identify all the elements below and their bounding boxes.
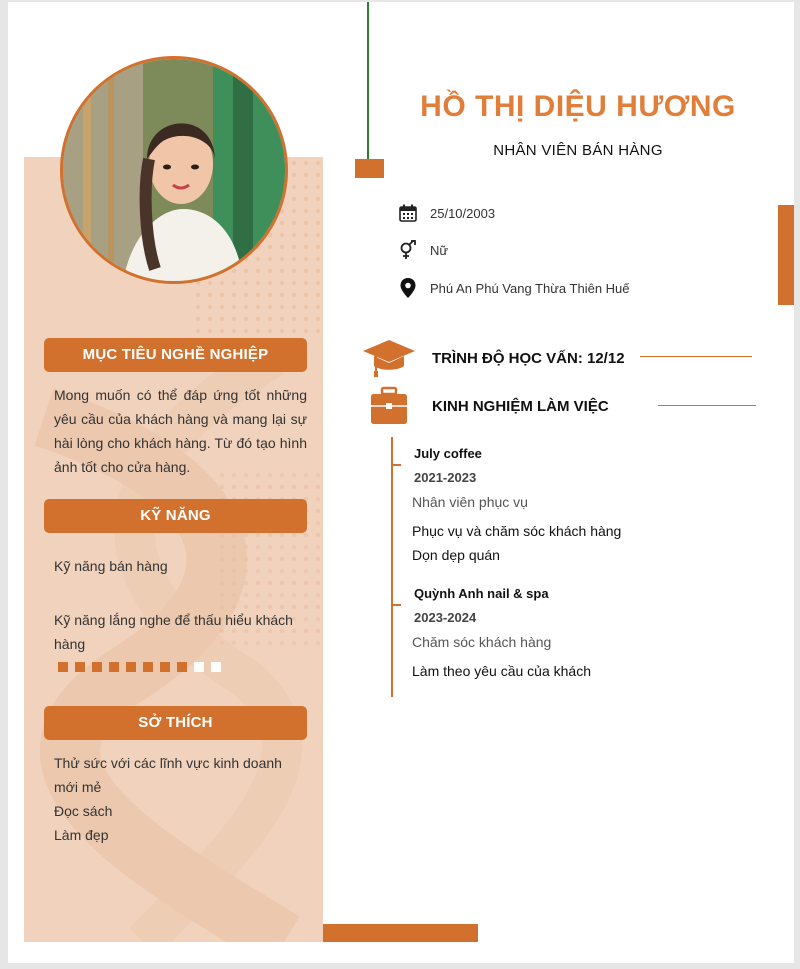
rating-dot-empty [211,662,221,672]
rating-dot-filled [92,662,102,672]
job-title: NHÂN VIÊN BÁN HÀNG [493,142,663,159]
job-years: 2023-2024 [414,610,477,625]
rating-dot-filled [143,662,153,672]
hobby-item: Đọc sách [54,803,113,819]
job-role: Chăm sóc khách hàng [412,634,552,650]
objective-header: MỤC TIÊU NGHỀ NGHIỆP [44,338,307,372]
candidate-name: HỒ THỊ DIỆU HƯƠNG [420,90,736,123]
right-accent-bar [778,205,794,305]
gender-icon [398,240,418,260]
experience-timeline [391,437,393,697]
job-company: July coffee [414,446,482,461]
rating-dot-filled [58,662,68,672]
rating-dot-filled [177,662,187,672]
job-task: Làm theo yêu cầu của khách [412,663,592,679]
graduation-cap-icon [362,338,416,378]
rating-dot-filled [75,662,85,672]
bottom-accent-bar [323,924,478,942]
experience-heading [362,386,609,426]
experience-underline [658,405,756,406]
skill-rating [58,662,221,672]
hobby-item: Làm đẹp [54,827,109,843]
rating-dot-filled [126,662,136,672]
birthdate-value: 25/10/2003 [430,205,496,221]
address-row [398,278,630,298]
skill-item: Kỹ năng bán hàng [54,558,168,574]
education-underline [640,356,752,357]
education-heading [362,338,625,378]
objective-text: Mong muốn có thể đáp ứng tốt những yêu cầu của khách hàng và mang lại sự hài lòng cho khách hàng. Từ đó tạo hình ảnh tốt cho cửa hàng. [54,387,307,475]
job-task: Phục vụ và chăm sóc khách hàng [412,523,622,539]
profile-photo [63,59,285,281]
timeline-tick [391,604,401,606]
rating-dot-empty [194,662,204,672]
cv-page [8,2,794,963]
gender-value: Nữ [430,242,449,258]
skill-item: Kỹ năng lắng nghe để thấu hiểu khách hàng [54,612,293,652]
orange-tab [355,159,384,178]
gender-row [398,240,448,260]
education-title: TRÌNH ĐỘ HỌC VẤN: 12/12 [432,349,625,367]
address-value: Phú An Phú Vang Thừa Thiên Huế [430,280,630,296]
location-icon [398,278,418,298]
hobbies-header: SỞ THÍCH [44,706,307,740]
job-company: Quỳnh Anh nail & spa [414,586,549,601]
job-role: Nhân viên phục vụ [412,494,528,510]
green-divider [367,2,369,160]
rating-dot-filled [160,662,170,672]
skills-header: KỸ NĂNG [44,499,307,533]
avatar [60,56,288,284]
rating-dot-filled [109,662,119,672]
birthdate-row [398,203,495,223]
briefcase-icon [362,386,416,426]
job-task: Dọn dẹp quán [412,547,500,563]
timeline-tick [391,464,401,466]
calendar-icon [398,203,418,223]
hobby-item: Thử sức với các lĩnh vực kinh doanh mới mẻ [54,755,282,795]
job-years: 2021-2023 [414,470,477,485]
experience-title: KINH NGHIỆM LÀM VIỆC [432,397,609,415]
